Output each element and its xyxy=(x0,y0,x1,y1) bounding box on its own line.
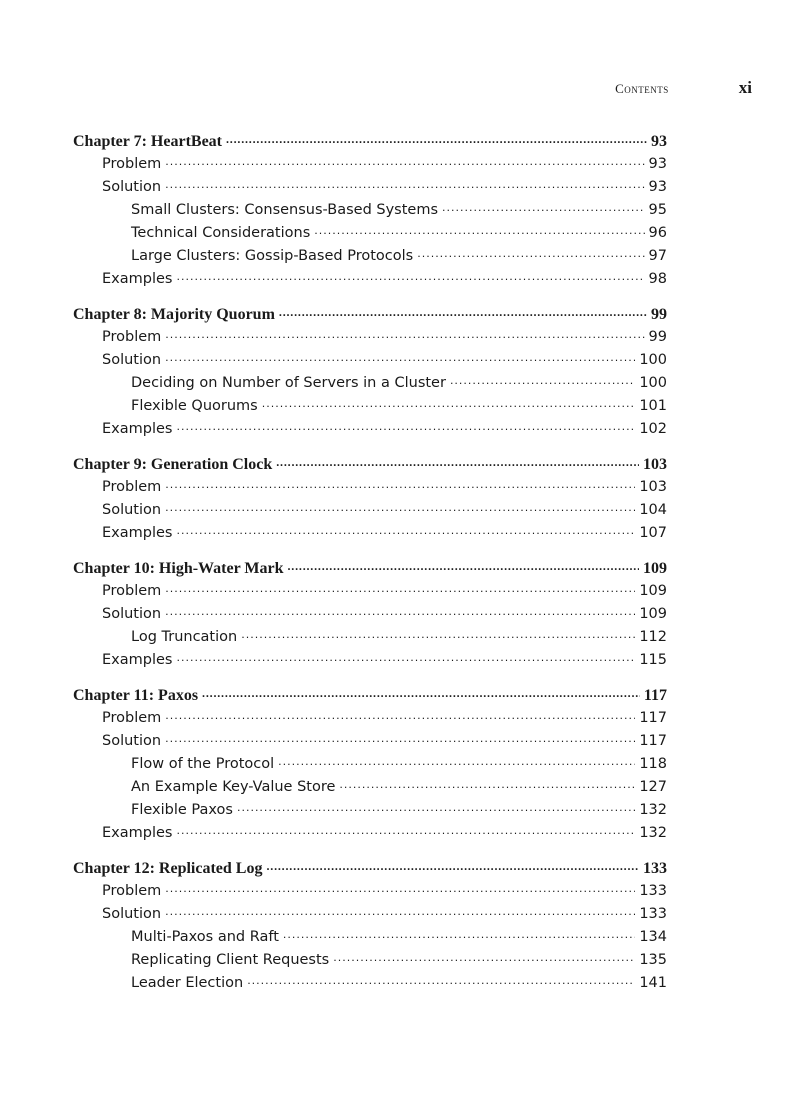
entry-label: Examples xyxy=(102,652,173,668)
dot-leader xyxy=(165,173,644,196)
dot-leader xyxy=(333,946,635,969)
dot-leader xyxy=(283,923,635,946)
entry-page: 117 xyxy=(639,710,667,726)
dot-leader xyxy=(276,450,639,473)
entry-label: Solution xyxy=(102,352,162,368)
toc-entry[interactable] xyxy=(73,822,667,845)
chapter-page: 109 xyxy=(643,560,667,577)
entry-page: 104 xyxy=(639,502,667,518)
entry-label: Flexible Paxos xyxy=(131,802,233,818)
dot-leader xyxy=(165,577,635,600)
running-head xyxy=(540,78,752,100)
toc-entry[interactable] xyxy=(73,972,667,995)
entry-page: 133 xyxy=(639,906,667,922)
entry-label: Log Truncation xyxy=(131,629,238,645)
dot-leader xyxy=(165,346,635,369)
entry-page: 100 xyxy=(639,375,667,391)
entry-page: 96 xyxy=(648,225,667,241)
dot-leader xyxy=(165,600,635,623)
chapter-page: 93 xyxy=(651,133,667,150)
entry-page: 95 xyxy=(648,202,667,218)
dot-leader xyxy=(165,877,635,900)
dot-leader xyxy=(176,265,644,288)
dot-leader xyxy=(247,969,635,992)
dot-leader xyxy=(339,773,635,796)
entry-page: 141 xyxy=(639,975,667,991)
dot-leader xyxy=(279,300,647,323)
entry-label: Flow of the Protocol xyxy=(131,756,275,772)
chapter-page: 103 xyxy=(643,456,667,473)
dot-leader xyxy=(442,196,645,219)
entry-label: Replicating Client Requests xyxy=(131,952,330,968)
toc-entry[interactable] xyxy=(73,268,667,291)
entry-label: Technical Considerations xyxy=(131,225,311,241)
chapter-10 xyxy=(73,557,667,672)
chapter-title: Chapter 11: Paxos xyxy=(73,687,199,704)
dot-leader xyxy=(241,623,635,646)
dot-leader xyxy=(176,519,635,542)
entry-label: Problem xyxy=(102,583,162,599)
entry-label: Solution xyxy=(102,733,162,749)
entry-label: Solution xyxy=(102,606,162,622)
entry-label: Examples xyxy=(102,825,173,841)
table-of-contents xyxy=(73,130,667,1007)
entry-page: 133 xyxy=(639,883,667,899)
dot-leader xyxy=(266,854,639,877)
entry-page: 101 xyxy=(639,398,667,414)
dot-leader xyxy=(278,750,635,773)
entry-page: 97 xyxy=(648,248,667,264)
entry-page: 117 xyxy=(639,733,667,749)
entry-label: Problem xyxy=(102,329,162,345)
dot-leader xyxy=(314,219,644,242)
entry-page: 103 xyxy=(639,479,667,495)
dot-leader xyxy=(165,150,644,173)
entry-page: 98 xyxy=(648,271,667,287)
dot-leader xyxy=(417,242,644,265)
chapter-page: 117 xyxy=(643,687,667,704)
chapter-title: Chapter 10: High-Water Mark xyxy=(73,560,284,577)
entry-page: 100 xyxy=(639,352,667,368)
entry-label: Leader Election xyxy=(131,975,244,991)
entry-label: An Example Key-Value Store xyxy=(131,779,336,795)
entry-page: 127 xyxy=(639,779,667,795)
chapter-title: Chapter 12: Replicated Log xyxy=(73,860,263,877)
entry-label: Multi-Paxos and Raft xyxy=(131,929,279,945)
entry-page: 115 xyxy=(639,652,667,668)
entry-page: 135 xyxy=(639,952,667,968)
entry-label: Examples xyxy=(102,271,173,287)
dot-leader xyxy=(165,727,635,750)
entry-page: 109 xyxy=(639,583,667,599)
dot-leader xyxy=(262,392,636,415)
chapter-9 xyxy=(73,453,667,545)
dot-leader xyxy=(450,369,635,392)
dot-leader xyxy=(226,127,647,150)
entry-label: Examples xyxy=(102,421,173,437)
entry-page: 107 xyxy=(639,525,667,541)
dot-leader xyxy=(288,554,640,577)
entry-label: Solution xyxy=(102,502,162,518)
entry-label: Examples xyxy=(102,525,173,541)
entry-page: 112 xyxy=(639,629,667,645)
entry-page: 134 xyxy=(639,929,667,945)
toc-entry[interactable] xyxy=(73,649,667,672)
entry-label: Problem xyxy=(102,156,162,172)
dot-leader xyxy=(165,496,635,519)
chapter-7 xyxy=(73,130,667,291)
toc-entry[interactable] xyxy=(73,418,667,441)
entry-page: 132 xyxy=(639,825,667,841)
entry-label: Small Clusters: Consensus-Based Systems xyxy=(131,202,439,218)
entry-label: Problem xyxy=(102,710,162,726)
chapter-title: Chapter 9: Generation Clock xyxy=(73,456,273,473)
entry-label: Large Clusters: Gossip-Based Protocols xyxy=(131,248,414,264)
entry-label: Solution xyxy=(102,179,162,195)
entry-label: Flexible Quorums xyxy=(131,398,258,414)
chapter-title: Chapter 8: Majority Quorum xyxy=(73,306,275,323)
dot-leader xyxy=(165,323,644,346)
entry-page: 99 xyxy=(648,329,667,345)
entry-page: 102 xyxy=(639,421,667,437)
chapter-11 xyxy=(73,684,667,845)
dot-leader xyxy=(237,796,635,819)
dot-leader xyxy=(176,819,635,842)
entry-label: Solution xyxy=(102,906,162,922)
dot-leader xyxy=(202,681,640,704)
chapter-page: 133 xyxy=(643,860,667,877)
entry-label: Deciding on Number of Servers in a Cluster xyxy=(131,375,446,391)
chapter-page: 99 xyxy=(651,306,667,323)
chapter-8 xyxy=(73,303,667,441)
entry-label: Problem xyxy=(102,883,162,899)
entry-page: 109 xyxy=(639,606,667,622)
dot-leader xyxy=(165,704,635,727)
page-number: xi xyxy=(738,78,752,97)
entry-page: 132 xyxy=(639,802,667,818)
chapter-title: Chapter 7: HeartBeat xyxy=(73,133,222,150)
dot-leader xyxy=(165,900,635,923)
entry-page: 93 xyxy=(648,179,667,195)
entry-page: 118 xyxy=(639,756,667,772)
dot-leader xyxy=(176,415,635,438)
dot-leader xyxy=(176,646,635,669)
entry-page: 93 xyxy=(648,156,667,172)
dot-leader xyxy=(165,473,635,496)
section-title: Contents xyxy=(615,81,669,96)
toc-entry[interactable] xyxy=(73,522,667,545)
entry-label: Problem xyxy=(102,479,162,495)
chapter-12 xyxy=(73,857,667,995)
